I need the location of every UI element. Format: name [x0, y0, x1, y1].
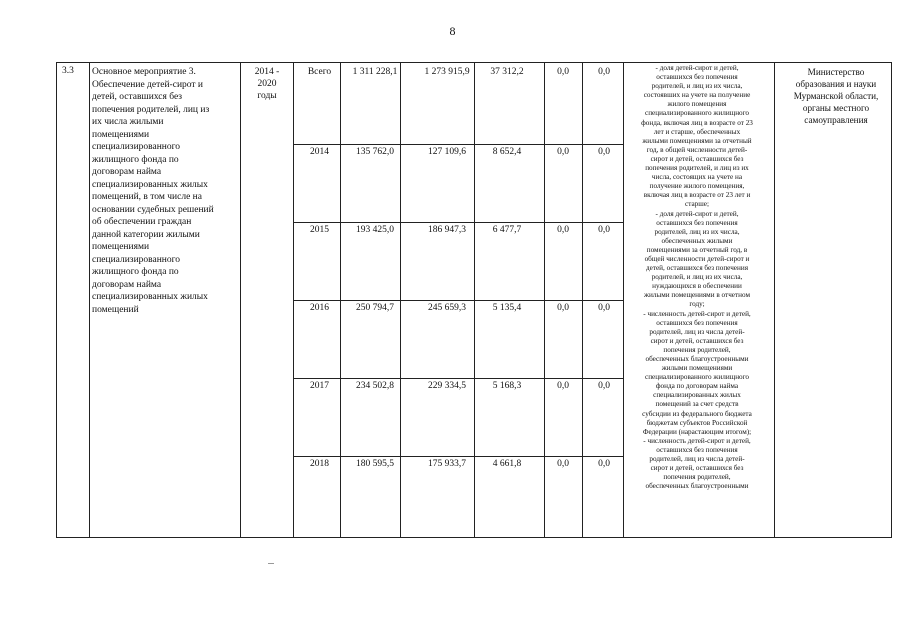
indicator-line: субсидии из федерального бюджета: [642, 409, 752, 418]
funding-c3-cell: 0,0: [557, 225, 569, 235]
indicator-line: - численность детей-сирот и детей,: [643, 309, 751, 318]
funding-year-cell: 2016: [310, 303, 329, 313]
col-divider: [89, 63, 90, 537]
responsible-executor: [784, 66, 888, 126]
indicator-line: обеспеченных благоустроенными: [645, 355, 749, 363]
indicator-line: год, в общей численности детей-: [646, 145, 748, 154]
funding-c1-cell: 175 933,7: [428, 459, 466, 469]
indicators-cell: [622, 64, 772, 491]
indicator-line: обеспеченных жилыми: [661, 236, 733, 245]
item-number: 3.3: [62, 66, 74, 76]
description-line: попечения родителей, лиц из: [92, 104, 210, 115]
indicator-line: специализированного жилищного: [645, 373, 749, 382]
description-line: специализированных жилых: [92, 179, 208, 190]
indicator-line: Федерации (нарастающим итогом);: [642, 427, 752, 436]
col-divider: [240, 63, 241, 537]
funding-year-cell: 2014: [310, 147, 329, 157]
indicator-line: - доля детей-сирот и детей,: [655, 64, 739, 72]
indicator-line: жилыми помещениями: [661, 364, 733, 373]
description-line: специализированного: [92, 254, 181, 265]
description-line: Обеспечение детей-сирот и: [92, 79, 204, 90]
indicator-line: сирот и детей, оставшихся без: [650, 154, 744, 163]
description-line: специализированных жилых: [92, 292, 208, 302]
funding-year-cell: 2015: [310, 225, 329, 235]
indicator-line: помещений за счет средств: [655, 400, 739, 409]
indicator-line: оставшихся без попечения: [656, 218, 738, 227]
funding-total-cell: 193 425,0: [356, 225, 394, 235]
indicator-line: состоявших на учете на получение: [643, 91, 751, 100]
funding-year-cell: 2017: [310, 381, 329, 391]
period-line: 2014 -: [254, 67, 280, 77]
funding-c2-cell: 5 168,3: [492, 381, 522, 391]
funding-c1-cell: 127 109,6: [428, 147, 466, 157]
description-line: их числа жилыми: [92, 117, 164, 127]
funding-year-cell: Всего: [307, 67, 332, 77]
indicator-line: специализированных жилых: [653, 391, 741, 400]
funding-c4-cell: 0,0: [598, 459, 610, 469]
indicator-line: жилыми помещениями в отчетном: [643, 291, 750, 300]
indicator-line: жилого помещения: [667, 100, 727, 109]
responsible-line: самоуправления: [804, 115, 868, 125]
indicator-line: старше;: [685, 200, 709, 209]
description-line: помещений: [92, 304, 139, 315]
indicator-line: включая лиц в возрасте от 23 лет и: [643, 191, 751, 200]
funding-c2-cell: 37 312,2: [490, 67, 524, 77]
description-line: договорам найма: [92, 167, 162, 177]
funding-total-cell: 135 762,0: [356, 147, 394, 157]
indicator-line: попечения родителей, и лиц из их: [645, 164, 749, 173]
funding-c2-cell: 4 661,8: [492, 459, 522, 469]
scan-speck: [268, 563, 274, 564]
col-divider: [774, 63, 775, 537]
funding-c1-cell: 229 334,5: [428, 381, 466, 391]
description-line: жилищного фонда по: [92, 154, 179, 165]
funding-year-cell: 2018: [310, 459, 329, 469]
indicator-line: детей, оставшихся без попечения: [645, 264, 749, 273]
indicator-line: общей численности детей-сирот и: [644, 254, 750, 263]
page-number: 8: [449, 24, 456, 38]
funding-total-cell: 1 311 228,1: [352, 67, 398, 77]
description-line: детей, оставшихся без: [92, 92, 183, 102]
description-line: помещениями: [92, 242, 150, 252]
description-line: договорам найма: [92, 279, 162, 290]
responsible-line: органы местного: [802, 103, 870, 113]
responsible-line: Министерство: [807, 67, 865, 77]
funding-c2-cell: 6 477,7: [492, 225, 522, 235]
indicator-line: фонда, включая лиц в возрасте от 23: [641, 118, 753, 127]
indicator-line: попечения родителей,: [663, 345, 731, 354]
description-line: специализированного: [92, 142, 181, 152]
indicator-line: помещениями за отчетный год, в: [646, 245, 748, 254]
description-line: жилищного фонда по: [92, 267, 179, 277]
indicator-line: - доля детей-сирот и детей,: [655, 209, 739, 218]
funding-total-cell: 180 595,5: [356, 459, 394, 469]
indicator-line: специализированного жилищного: [645, 109, 749, 118]
funding-c3-cell: 0,0: [557, 381, 569, 391]
indicator-line: оставшихся без попечения: [656, 318, 738, 327]
indicator-line: лет и старше, обеспеченных: [653, 127, 741, 136]
indicator-line: фонда по договорам найма: [655, 382, 739, 391]
description-line: помещений, в том числе на: [92, 192, 202, 202]
funding-c4-cell: 0,0: [598, 381, 610, 391]
responsible-line: Мурманской области,: [793, 91, 879, 101]
row-divider: [293, 378, 624, 379]
description-line: Основное мероприятие 3.: [92, 67, 196, 77]
indicator-line: сирот и детей, оставшихся без: [650, 336, 744, 345]
period-cell: [244, 66, 290, 102]
funding-c4-cell: 0,0: [598, 67, 610, 77]
indicator-line: году;: [689, 300, 705, 309]
row-divider: [293, 222, 624, 223]
responsible-line: образования и науки: [795, 79, 877, 89]
indicator-line: родителей, лиц из их числа,: [654, 227, 740, 236]
indicator-line: обеспеченных благоустроенными: [645, 482, 749, 491]
description-line: основании судебных решений: [92, 204, 214, 215]
funding-c4-cell: 0,0: [598, 147, 610, 157]
funding-total-cell: 250 794,7: [356, 303, 394, 313]
activity-description: [92, 66, 240, 316]
indicator-line: родителей, лиц из числа детей-: [649, 455, 745, 464]
indicator-line: жилыми помещениями за отчетный: [642, 136, 752, 145]
indicator-line: оставшихся без попечения: [656, 73, 738, 82]
funding-c3-cell: 0,0: [557, 459, 569, 469]
indicator-line: родителей, лиц из числа детей-: [649, 327, 745, 336]
indicator-line: нуждающихся в обеспечении: [652, 282, 742, 291]
indicator-line: родителей, и лиц из их числа,: [651, 82, 743, 91]
indicator-line: получение жилого помещения,: [649, 182, 745, 191]
indicator-line: бюджетам субъектов Российской: [646, 418, 748, 427]
funding-c4-cell: 0,0: [598, 303, 610, 313]
funding-c2-cell: 5 135,4: [492, 303, 522, 313]
funding-c4-cell: 0,0: [598, 225, 610, 235]
indicator-line: сирот и детей, оставшихся без: [650, 464, 744, 473]
period-line: годы: [257, 91, 277, 101]
row-divider: [293, 456, 624, 457]
funding-total-cell: 234 502,8: [356, 381, 394, 391]
funding-c1-cell: 186 947,3: [428, 225, 466, 235]
indicator-line: - численность детей-сирот и детей,: [643, 436, 751, 445]
description-line: помещениями: [92, 129, 150, 140]
description-line: данной категории жилыми: [92, 229, 200, 240]
funding-c3-cell: 0,0: [557, 67, 569, 77]
indicator-line: числа, состоящих на учете на: [651, 173, 743, 182]
funding-c1-cell: 1 273 915,9: [424, 67, 470, 77]
row-divider: [293, 300, 624, 301]
funding-c3-cell: 0,0: [557, 147, 569, 157]
funding-c3-cell: 0,0: [557, 303, 569, 313]
funding-c1-cell: 245 659,3: [428, 303, 466, 313]
funding-c2-cell: 8 652,4: [492, 147, 522, 157]
indicator-line: оставшихся без попечения: [656, 445, 738, 454]
indicator-line: родителей, и лиц из их числа,: [651, 273, 743, 282]
period-line: 2020: [257, 79, 277, 89]
row-divider: [293, 144, 624, 145]
indicator-line: попечения родителей,: [663, 473, 731, 482]
description-line: об обеспечении граждан: [92, 217, 192, 227]
